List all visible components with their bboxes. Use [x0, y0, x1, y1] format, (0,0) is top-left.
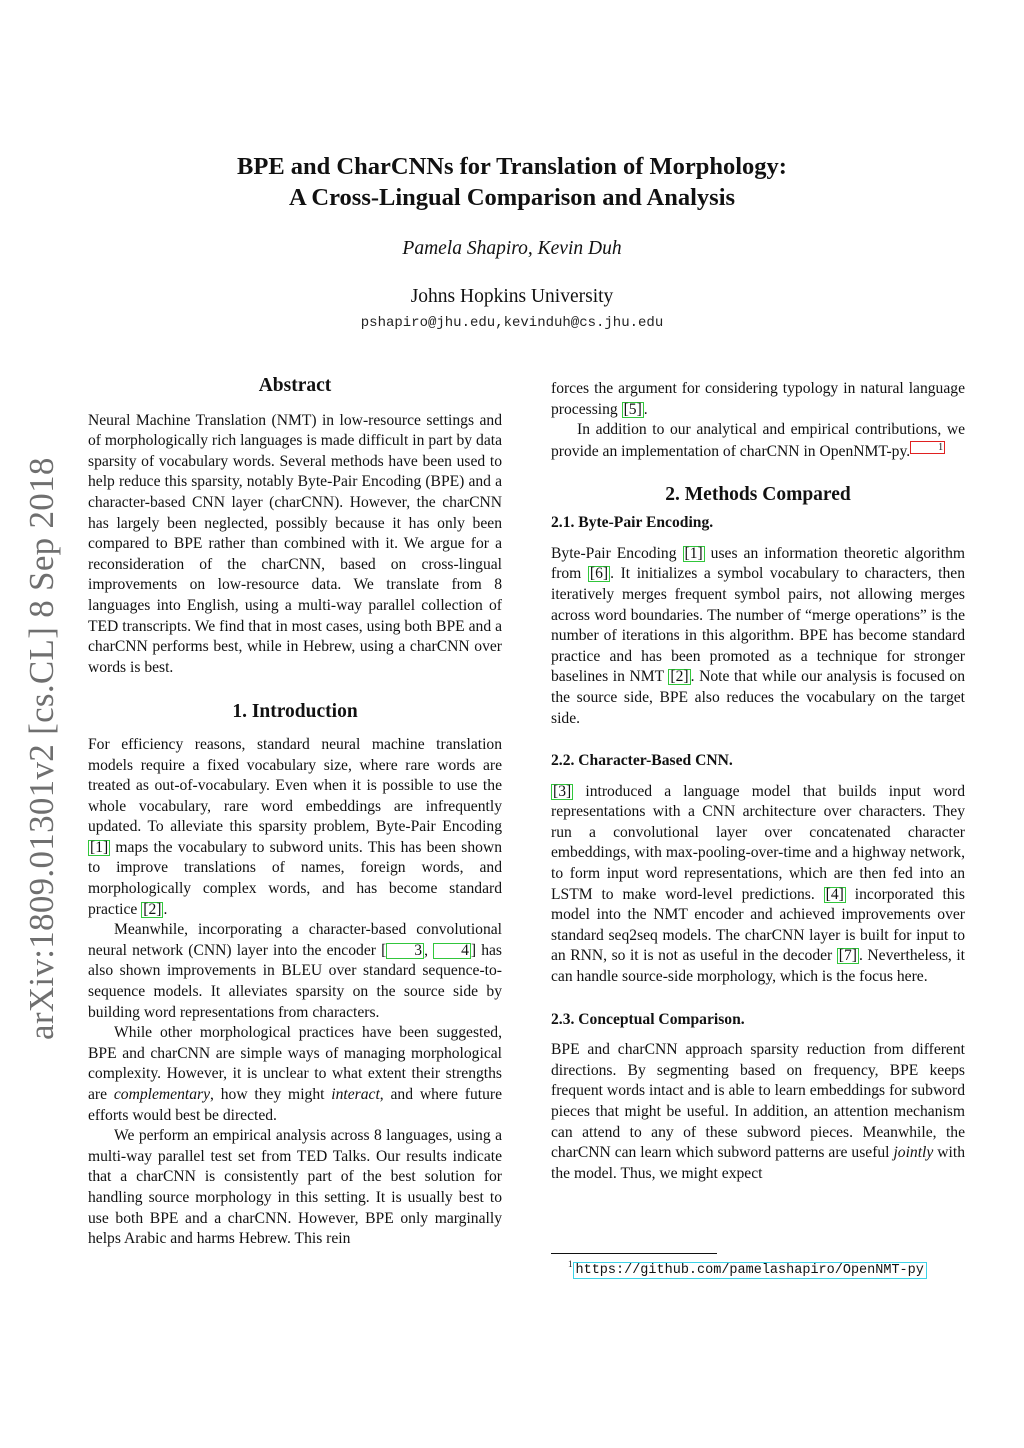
citation-link[interactable]: [7] [838, 947, 857, 965]
abstract-heading: Abstract [258, 375, 332, 396]
intro-heading: 1. Introduction [232, 701, 358, 723]
section-2-2-text: [3] introduced a language model that builds input word representations with a CNN architecture over characters. They run a convolutional layer over concatenated character embeddings, with max-pooling-over-time and a highway network, to form input word representations, which are then fed into an LSTM to make word-level predictions. [4] incorporated this model into the NMT encoder and achieved improvements over standard seq2seq models. The charCNN layer is built for input to an RNN, so it is not as useful in the decoder [7] . Nevertheless, it can handle source-side morphology, which is the focus here. [551, 782, 966, 986]
citation-link[interactable]: [1] [684, 544, 703, 562]
citation-link[interactable]: 4 [433, 943, 471, 959]
citation-link[interactable]: [1] [90, 838, 109, 856]
section-2-1-heading: 2.1. Byte-Pair Encoding. [551, 514, 714, 532]
section-2-2-heading: 2.2. Character-Based CNN. [551, 752, 733, 770]
footnote-number: 1 [568, 1259, 573, 1269]
arxiv-identifier: arXiv:1809.01301v2 [cs.CL] 8 Sep 2018 [22, 457, 61, 1040]
citation-link[interactable]: [2] [670, 668, 689, 686]
intro-paragraph-2: Meanwhile, incorporating a character-based convolutional neural network (CNN) layer into the encoder [ 3 , 4 ] has also shown improvements in BLEU over standard sequence-to-sequence models. It alleviates sparsity on the source side by building word representations from characters. [88, 921, 503, 1021]
methods-heading: 2. Methods Compared [665, 483, 851, 505]
paper-title-line-1: BPE and CharCNNs for Translation of Morphology: [237, 153, 787, 180]
author-emails: pshapiro@jhu.edu,kevinduh@cs.jhu.edu [360, 315, 664, 331]
intro-paragraph-5: In addition to our analytical and empirical contributions, we provide an implementation of charCNN in OpenNMT-py. 1 [551, 421, 965, 460]
footnote-link[interactable]: 1 [910, 441, 945, 454]
footnote-rule [551, 1253, 717, 1254]
intro-paragraph-3: While other morphological practices have been suggested, BPE and charCNN are simple ways of managing morphological complexity. However, it is unclear to what extent their strengths are complementary, how they might interact, and where future efforts would best be directed. [88, 1024, 502, 1124]
citation-link[interactable]: [4] [825, 885, 844, 903]
intro-paragraph-4-continued: forces the argument for considering typology in natural language processing [5] . [551, 380, 965, 418]
citation-link[interactable]: 3 [386, 943, 424, 959]
intro-paragraph-4: We perform an empirical analysis across 8 languages, using a multi-way parallel test set from TED Talks. Our results indicate that a charCNN is consistently part of the best solution for handling source morphology in this setting. It is usually best to use both BPE and a charCNN. However, BPE only marginally helps Arabic and harms Hebrew. This rein [88, 1127, 502, 1248]
footnote-url-link[interactable]: https://github.com/pamelashapiro/OpenNMT-py [573, 1262, 927, 1279]
affiliation: Johns Hopkins University [410, 286, 614, 307]
section-2-1-text: Byte-Pair Encoding [1] uses an information theoretic algorithm from [6] . It initializes a symbol vocabulary to characters, then iteratively merges frequent symbol pairs, not allowing merges across word boundaries. The number of “merge operations” is the number of iterations in this algorithm. BPE has become standard practice and has been promoted as a technique for stronger baselines in NMT [2] . Note that while our analysis is focused on the source side, BPE also reduces the vocabulary on the target side. [551, 544, 965, 727]
abstract-text: Neural Machine Translation (NMT) in low-resource settings and of morphologically rich languages is made difficult in part by data sparsity of vocabulary words. Several methods have been used to help reduce this sparsity, notably Byte-Pair Encoding (BPE) and a character-based CNN layer (charCNN). However, the charCNN has largely been neglected, possibly because it has only been compared to BPE rather than combined with it. We argue for a reconsideration of the charCNN, based on cross-lingual improvements on low-resource data. We translate from 8 languages into English, using a multi-way parallel collection of TED transcripts. We find that in most cases, using both BPE and a charCNN performs best, while in Hebrew, using a charCNN over words is best. [88, 411, 502, 676]
left-column [88, 376, 502, 1250]
section-2-3-text: BPE and charCNN approach sparsity reduction from different directions. By segmenting based on frequency, BPE keeps frequent words intact and is able to learn embeddings for subword pieces that might be useful. In addition, an attention mechanism can attend to any of these subword pieces. Meanwhile, the charCNN can learn which subword patterns are useful jointly with the model. Thus, we might expect [551, 1041, 965, 1182]
authors: Pamela Shapiro, Kevin Duh [402, 238, 622, 259]
paper-title-line-2: A Cross-Lingual Comparison and Analysis [288, 184, 736, 211]
citation-link[interactable]: [6] [589, 565, 609, 583]
intro-paragraph-1: For efficiency reasons, standard neural machine translation models require a fixed vocabulary size, where rare words are treated as out-of-vocabulary. Even when it is possible to use the whole vocabulary, rare word embeddings are infrequently updated. To alleviate this sparsity problem, Byte-Pair Encoding [1] maps the vocabulary to subword units. This has been shown to improve translations of names, foreign words, and morphologically complex words, and has become standard practice [2] . [88, 735, 502, 918]
right-column [551, 379, 965, 1184]
footnote [568, 1259, 927, 1278]
section-2-3-heading: 2.3. Conceptual Comparison. [551, 1010, 745, 1028]
intro-p4-tail: forces the argument for considering typology in natural language processing [551, 380, 965, 418]
citation-link[interactable]: [5] [623, 400, 642, 418]
citation-link[interactable]: [3] [553, 782, 572, 800]
citation-link[interactable]: [2] [143, 900, 162, 918]
